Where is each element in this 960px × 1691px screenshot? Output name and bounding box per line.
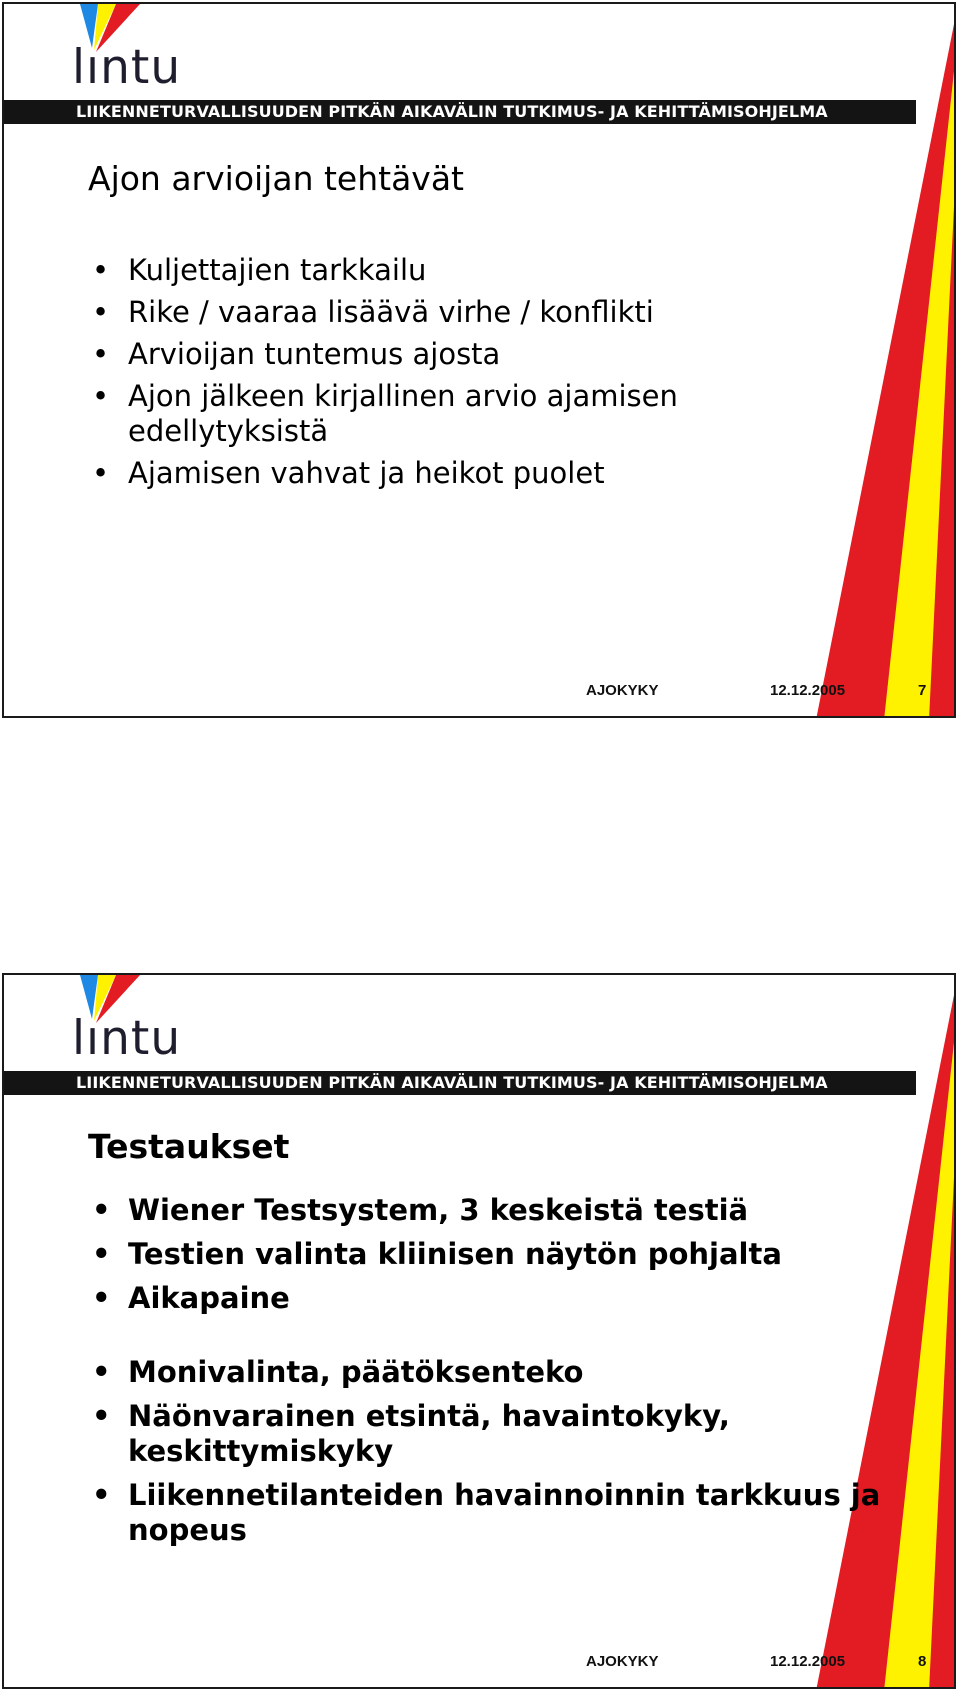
list-item: • Kuljettajien tarkkailu	[92, 253, 852, 288]
page-number: 7	[918, 682, 927, 699]
slide-title: Testaukset	[88, 1127, 290, 1166]
logo-wordmark: lıntu	[72, 1011, 182, 1066]
footer-label: AJOKYKY	[586, 682, 659, 699]
slide-title: Ajon arvioijan tehtävät	[88, 159, 464, 198]
list-item: • Näönvarainen etsintä, havaintokyky, keskittymiskyky	[92, 1399, 882, 1469]
list-item: • Aikapaine	[92, 1281, 882, 1316]
list-item: • Ajon jälkeen kirjallinen arvio ajamisen edellytyksistä	[92, 379, 852, 449]
list-item: • Monivalinta, päätöksenteko	[92, 1355, 882, 1390]
footer-date: 12.12.2005	[770, 1653, 846, 1670]
list-item: • Rike / vaaraa lisäävä virhe / konflikti	[92, 295, 852, 330]
program-banner: LIIKENNETURVALLISUUDEN PITKÄN AIKAVÄLIN TUTKIMUS- JA KEHITTÄMISOHJELMA	[4, 100, 916, 124]
list-item: • Ajamisen vahvat ja heikot puolet	[92, 456, 852, 491]
logo-wordmark: lıntu	[72, 40, 182, 95]
program-banner: LIIKENNETURVALLISUUDEN PITKÄN AIKAVÄLIN TUTKIMUS- JA KEHITTÄMISOHJELMA	[4, 1071, 916, 1095]
bullet-list	[92, 253, 852, 498]
list-item: • Arvioijan tuntemus ajosta	[92, 337, 852, 372]
bullet-list-skills	[92, 1355, 882, 1557]
slide-8	[2, 973, 956, 1689]
page-number: 8	[918, 1653, 927, 1670]
slide-7	[2, 2, 956, 718]
footer-date: 12.12.2005	[770, 682, 846, 699]
footer-label: AJOKYKY	[586, 1653, 659, 1670]
bullet-list-tests	[92, 1193, 882, 1325]
list-item: • Liikennetilanteiden havainnoinnin tarkkuus ja nopeus	[92, 1478, 882, 1548]
list-item: • Wiener Testsystem, 3 keskeistä testiä	[92, 1193, 882, 1228]
list-item: • Testien valinta kliinisen näytön pohjalta	[92, 1237, 882, 1272]
